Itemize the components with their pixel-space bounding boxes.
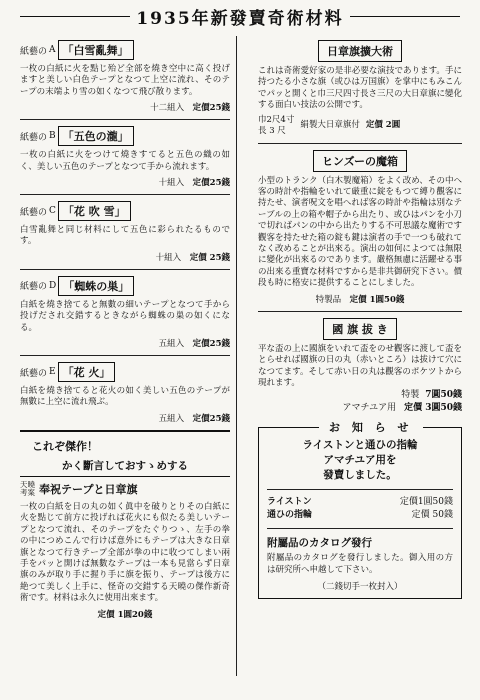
product-desc: 一枚の白紙に火をつけて燒きすてると五色の織の如く、美しい五色のテープとなつて手から流れます。 [20,150,230,172]
kokki-price2-label: アマチユア用 [342,403,397,414]
notice-title-line3: 發賣しました。 [323,469,397,482]
notice-title-line1: ライストンと通ひの指輪 [302,439,418,452]
product-desc: 白紙を燒き捨てると花火の如く美しい五色のテープが無數に上空に流れ飛ぶ。 [20,386,230,408]
product-price: 定價25錢 [192,413,230,424]
flag-desc: これは奇術愛好家の是非必要な演技であります。手に持つたる小さな旗（或ひは万国旗）を掌中にもみこんでパッと開くと巾三尺四寸長さ三尺の大日章旗に變化する面白い技法の公開です。 [258,66,463,111]
product-qty: 十組入 [155,252,182,263]
box-qty: 特製品 [315,294,342,305]
product-qty: 十二組入 [150,103,185,114]
series-label: 紙藝の [20,282,48,293]
product-name: 「花 吹 雪」 [58,201,131,221]
series-label: 紙藝の [20,132,48,143]
flag-price: 定價 2圓 [365,120,401,131]
product-qty: 五組入 [158,413,185,424]
flag-spec-width: 巾2尺4寸 [258,114,295,125]
flag-spec-note: 絹製大日章旗付 [300,120,360,131]
divider [258,311,462,312]
flag-spec-length: 長 3 尺 [258,125,286,136]
series-label: 紙藝の [20,207,48,218]
divider [267,489,453,490]
notice-box [258,421,462,599]
kokki-price1: 7圓50錢 [425,390,462,401]
product-name: 「蜘蛛の巣」 [58,276,134,296]
series-label: 紙藝の [20,368,48,379]
box-price: 定價 1圓50錢 [349,294,405,305]
box-heading: ヒンズーの魔箱 [313,150,407,172]
series-letter: D [49,280,57,291]
kokki-price2: 定價 3圓50錢 [404,403,462,414]
product-name: 「五色の瀧」 [58,126,134,146]
notice-item2-price: 定價 50錢 [411,510,453,521]
kokki-desc: 平な盃の上に國旗をいれて盃をのせ觀客に渡して盃をとらせれば國旗の日の丸（赤いところ）は拔けて穴になつてます。そして赤い日の丸は觀客のポケツトから現れます。 [258,343,463,388]
notice-item1-price: 定價1圓50錢 [399,497,453,508]
promo-price: 定價 1圓20錢 [97,609,153,620]
product-price: 定價25錢 [192,103,230,114]
series-label: 紙藝の [20,46,48,57]
promo-desc: 一枚の白紙を日の丸の如く眞中を破りとりその白紙に火を點じて前方に投げれば花火にも似たる美しいテープとなつて流れ、そのテープをたぐりつゝ、左手の拳の中につめこんで行けば意外にもテープは大きな日章旗となつて行きテープ全部が拳の中に收つてしまい兩手をパッと開けば無數なテープは一本も見當らず日章旗のみが取り手に握り手に旗を振り、テープは後方に絶つて美しく上手に、怪奇の交錯する天曉の傑作新奇術です。材料は永久に使用出來ます。 [20,501,230,604]
promo-author-top: 天曉 [20,479,35,489]
promo-product-name: 奉祝テープと日章旗 [39,482,138,496]
divider [20,119,230,120]
flag-section [258,40,462,137]
product-name: 「白雪亂舞」 [58,40,134,60]
notice-title-line2: アマチユア用を [323,454,397,467]
kokki-section [258,318,462,416]
product-a [20,40,230,113]
column-divider [236,36,237,676]
product-desc: 白紙を燒き捨てると無數の細いテープとなつて手から投げだされ交錯するときながら蜘蛛の巣の如くになる。 [20,299,230,333]
series-letter: C [49,206,56,217]
kokki-price1-label: 特製 [401,390,420,401]
catalog-title: 附屬品のカタログ發行 [267,537,372,550]
product-qty: 十組入 [158,178,185,189]
notice-item2-label: 通ひの指輪 [267,510,313,521]
notice-item1-label: ライストン [267,497,312,508]
product-name: 「花 火」 [58,362,116,382]
page-title: 1935年新發賣奇術材料 [136,9,344,29]
divider [20,194,230,195]
product-b [20,126,230,188]
series-letter: A [49,45,56,55]
product-price: 定價 25錢 [189,252,230,263]
promo-author [20,481,35,497]
kokki-heading: 國 旗 拔 き [323,318,397,340]
product-e [20,362,230,424]
divider-bold [20,430,230,432]
series-letter: B [49,131,56,142]
product-c [20,201,230,263]
product-desc: 白雪亂舞と同じ材料にして五色に彩られたるものです。 [20,225,230,247]
series-letter: E [49,367,56,378]
box-section [258,150,462,305]
product-price: 定價25錢 [192,178,230,189]
product-qty: 五組入 [158,339,185,350]
product-d [20,276,230,349]
divider [258,143,462,144]
catalog-note: （二錢切手一枚封入） [317,582,403,593]
promo-subheadline: かく斷言しておすゝめする [20,458,230,477]
promo-section [20,438,230,620]
right-column [258,40,462,599]
product-desc: 一枚の白紙に火を點じ殆ど全部を燒き空中に高く投げますと美しい白色テープとなつて上空に流れ、そのテープの末端より雪の如くなつて飛び散ります。 [20,64,230,97]
divider [20,269,230,270]
flag-heading: 日章旗擴大術 [318,40,402,62]
promo-author-bottom: 考案 [20,487,35,497]
catalog-desc: 附屬品のカタログを發行しました。御入用の方は研究所へ申越して下さい。 [267,553,453,575]
box-desc: 小型のトランク（白木製魔箱）をよく改め、その中へ客の時計や指輪をいれて厳重に錠をもつて縛り觀客に持たせ、演者呪文を唱へれば客の時計や指輪は別なテーブルの上の箱や帽子から出たり、或ひはパンを小刀で切ればパンの中から出たりする不可思議な魔術です觀客を持たせた箱の錠も鍵は演者の手で一つも破れてなく改めることが出來る。演出の如何によつては無限に變化が出來るのであります。嚴格無慮に活躍せる事の出來る重寶な材料ですから是非共御研究下さい。價段も時に格安に提供することにしました。 [258,175,463,289]
promo-headline: これぞ傑作！ [32,439,98,453]
notice-heading: お 知 ら せ [319,419,423,435]
product-price: 定價25錢 [192,339,230,350]
left-column [20,40,230,626]
divider [267,528,453,529]
divider [20,355,230,356]
